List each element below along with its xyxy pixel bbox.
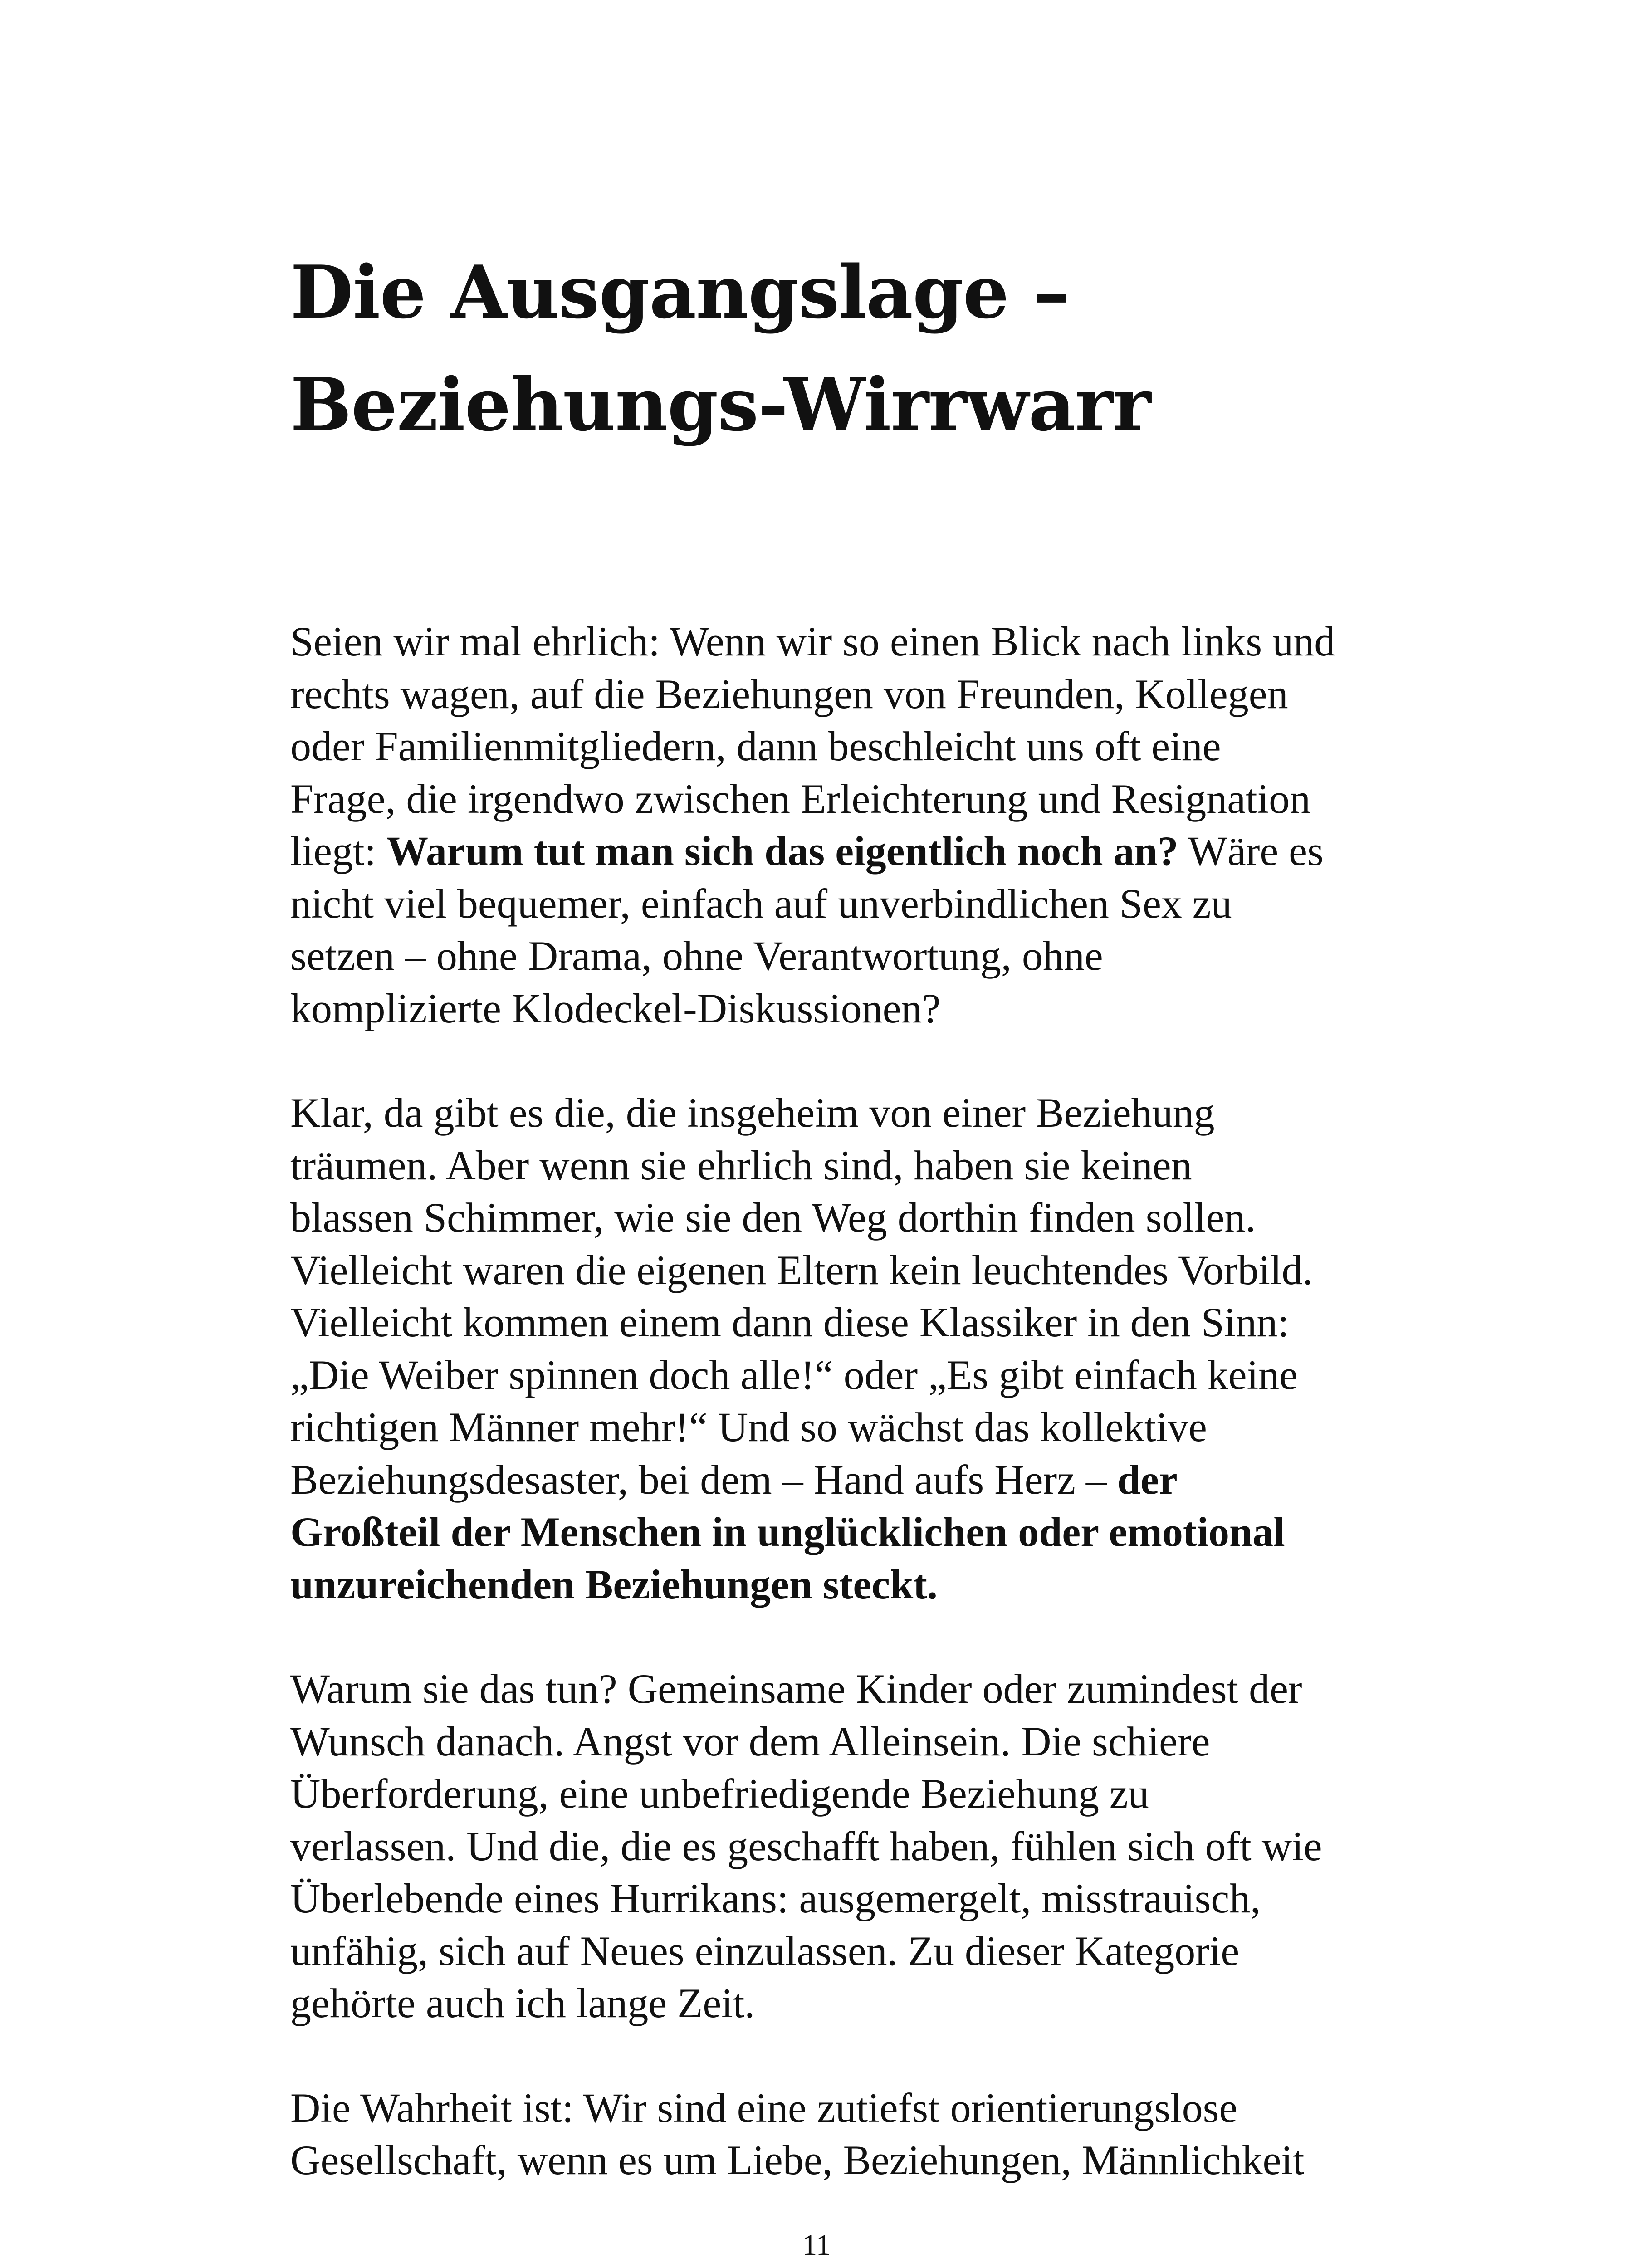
text-line (290, 1454, 1411, 1506)
text-line (290, 1087, 1411, 1139)
text-line (290, 1663, 1411, 1716)
text-segment: Gesellschaft, wenn es um Liebe, Beziehungen, Männlichkeit (290, 2137, 1305, 2183)
paragraph (290, 2082, 1411, 2187)
bold-text: der (1117, 1456, 1178, 1503)
text-segment: unfähig, sich auf Neues einzulassen. Zu dieser Kategorie (290, 1927, 1240, 1974)
text-line (290, 1559, 1411, 1611)
text-segment: gehörte auch ich lange Zeit. (290, 1980, 755, 2026)
text-segment: blassen Schimmer, wie sie den Weg dorthin finden sollen. (290, 1194, 1256, 1241)
text-segment: verlassen. Und die, die es geschafft haben, fühlen sich oft wie (290, 1823, 1322, 1869)
text-segment: komplizierte Klodeckel-Diskussionen? (290, 985, 941, 1031)
chapter-title (290, 236, 1470, 461)
text-segment: setzen – ohne Drama, ohne Verantwortung, ohne (290, 933, 1103, 979)
text-line (290, 1977, 1411, 2030)
paragraph (290, 1663, 1411, 2030)
text-line (290, 1192, 1411, 1244)
text-segment: Überlebende eines Hurrikans: ausgemergelt, misstrauisch, (290, 1875, 1261, 1921)
text-segment: Vielleicht waren die eigenen Eltern kein leuchtendes Vorbild. (290, 1246, 1313, 1293)
text-segment: Wunsch danach. Angst vor dem Alleinsein. Die schiere (290, 1718, 1210, 1765)
text-segment: Vielleicht kommen einem dann diese Klassiker in den Sinn: (290, 1299, 1289, 1345)
text-line (290, 720, 1411, 773)
text-line (290, 1820, 1411, 1873)
text-line (290, 1349, 1411, 1402)
page-number: 11 (802, 2229, 831, 2262)
bold-text: Großteil der Menschen in unglücklichen oder emotional (290, 1509, 1285, 1555)
text-line (290, 1139, 1411, 1192)
paragraph (290, 616, 1411, 1035)
text-line (290, 2134, 1411, 2187)
text-line (290, 616, 1411, 668)
text-segment: Beziehungsdesaster, bei dem – Hand aufs Herz – (290, 1456, 1117, 1503)
text-segment: Seien wir mal ehrlich: Wenn wir so einen Blick nach links und (290, 618, 1335, 665)
text-segment: liegt: (290, 828, 387, 874)
text-line (290, 1401, 1411, 1454)
text-segment: nicht viel bequemer, einfach auf unverbindlichen Sex zu (290, 880, 1232, 927)
text-segment: Klar, da gibt es die, die insgeheim von einer Beziehung (290, 1090, 1215, 1136)
chapter-title-line-1: Die Ausgangslage – (290, 249, 1070, 335)
text-line (290, 1716, 1411, 1768)
text-segment: Die Wahrheit ist: Wir sind eine zutiefst orientierungslose (290, 2084, 1238, 2131)
chapter-title-line-2: Beziehungs-Wirrwarr (290, 362, 1151, 447)
text-line (290, 982, 1411, 1035)
text-segment: rechts wagen, auf die Beziehungen von Freunden, Kollegen (290, 670, 1288, 717)
text-line (290, 773, 1411, 826)
text-line (290, 1296, 1411, 1349)
text-line (290, 668, 1411, 721)
text-line (290, 1244, 1411, 1297)
paragraph (290, 1087, 1411, 1611)
text-segment: Frage, die irgendwo zwischen Erleichterung und Resignation (290, 775, 1311, 822)
text-segment: richtigen Männer mehr!“ Und so wächst das kollektive (290, 1404, 1207, 1450)
text-segment: „Die Weiber spinnen doch alle!“ oder „Es gibt einfach keine (290, 1351, 1298, 1398)
bold-text: Warum tut man sich das eigentlich noch an? (386, 828, 1178, 874)
text-line (290, 878, 1411, 930)
text-line (290, 825, 1411, 878)
text-segment: Wäre es (1178, 828, 1324, 874)
text-segment: oder Familienmitgliedern, dann beschleicht uns oft eine (290, 723, 1221, 769)
body-text (290, 616, 1411, 2239)
text-segment: träumen. Aber wenn sie ehrlich sind, haben sie keinen (290, 1142, 1192, 1188)
text-segment: Warum sie das tun? Gemeinsame Kinder oder zumindest der (290, 1666, 1302, 1712)
bold-text: unzureichenden Beziehungen steckt. (290, 1561, 938, 1608)
text-line (290, 1506, 1411, 1559)
text-segment: Überforderung, eine unbefriedigende Beziehung zu (290, 1770, 1149, 1817)
text-line (290, 930, 1411, 982)
text-line (290, 1925, 1411, 1978)
text-line (290, 1768, 1411, 1820)
text-line (290, 1872, 1411, 1925)
text-line (290, 2082, 1411, 2135)
